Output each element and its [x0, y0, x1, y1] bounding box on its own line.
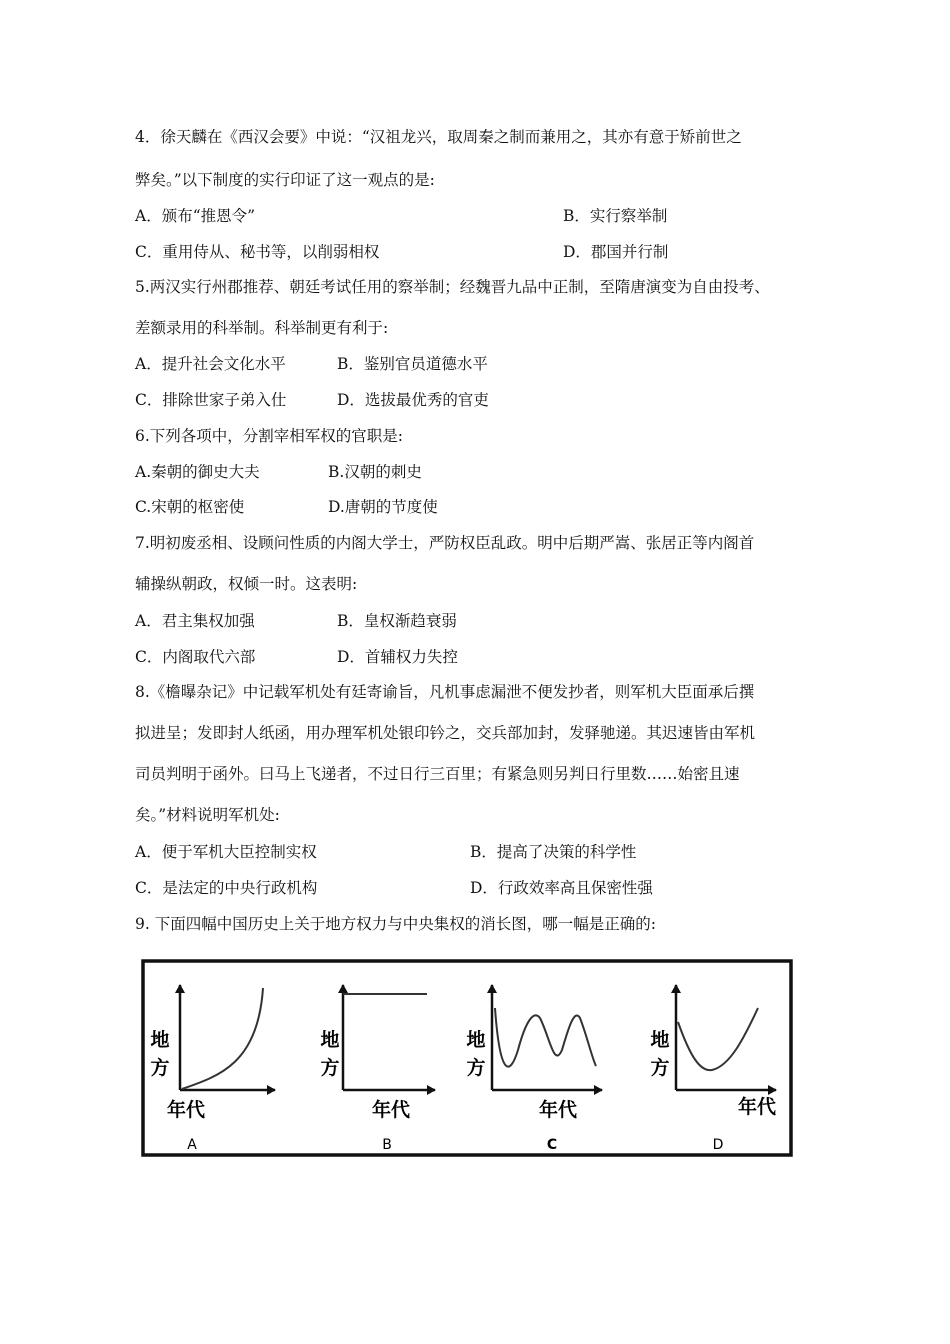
graph-a-x-label: 年代: [166, 1099, 206, 1121]
graph-d-y-label-2: 方: [650, 1057, 670, 1079]
graph-b-letter: B: [382, 1137, 392, 1153]
q8-option-a[interactable]: A．便于军机大臣控制实权: [135, 843, 317, 861]
q7-option-c[interactable]: C．内阁取代六部: [135, 648, 256, 666]
q5-stem-line-2: 差额录用的科举制。科举制更有利于:: [135, 319, 389, 337]
graph-c-x-label: 年代: [538, 1099, 578, 1121]
graph-c-letter: C: [546, 1137, 558, 1153]
graph-d-y-label-1: 地: [650, 1029, 670, 1051]
graph-c-y-label-1: 地: [466, 1029, 486, 1051]
graph-d-letter: D: [712, 1137, 724, 1153]
q8-stem-line-2: 拟进呈；发即封人纸函，用办理军机处银印钤之，交兵部加封，发驿驰递。其迟速皆由军机: [135, 724, 756, 742]
graph-a-y-label-2: 方: [150, 1057, 170, 1079]
q5-option-c[interactable]: C．排除世家子弟入仕: [135, 391, 287, 409]
q4-stem-line-1: 4．徐天麟在《西汉会要》中说：“汉祖龙兴，取周秦之制而兼用之，其亦有意于矫前世之: [135, 128, 742, 146]
q7-stem-line-1: 7.明初废丞相、设顾问性质的内阁大学士，严防权臣乱政。明中后期严嵩、张居正等内阁首: [135, 534, 755, 552]
graph-a-letter: A: [187, 1137, 197, 1153]
q6-option-a[interactable]: A.秦朝的御史大夫: [135, 463, 260, 481]
q6-option-b[interactable]: B.汉朝的刺史: [328, 463, 422, 481]
graph-d-curve: [678, 1008, 758, 1070]
q4-option-c[interactable]: C．重用侍从、秘书等，以削弱相权: [135, 243, 380, 261]
q7-option-d[interactable]: D．首辅权力失控: [337, 648, 458, 666]
graph-a-y-label-1: 地: [150, 1029, 170, 1051]
graph-a-curve: [182, 988, 263, 1089]
graph-b-y-label-1: 地: [320, 1029, 340, 1051]
q8-stem-line-4: 矣。”材料说明军机处:: [135, 806, 280, 824]
q5-option-d[interactable]: D．选拔最优秀的官吏: [337, 391, 489, 409]
graph-c-y-label-2: 方: [466, 1057, 486, 1079]
graph-c-curve: [495, 1008, 596, 1067]
graph-b-y-label-2: 方: [320, 1057, 340, 1079]
q5-option-a[interactable]: A．提升社会文化水平: [135, 355, 286, 373]
graph-c: [466, 985, 602, 1153]
q5-option-b[interactable]: B．鉴别官员道德水平: [337, 355, 488, 373]
power-graphs-figure: [140, 958, 796, 1158]
q8-option-d[interactable]: D．行政效率高且保密性强: [470, 879, 653, 897]
q7-option-b[interactable]: B．皇权渐趋衰弱: [337, 612, 457, 630]
q6-option-c[interactable]: C.宋朝的枢密使: [135, 498, 245, 516]
q8-stem-line-3: 司员判明于函外。曰马上飞递者，不过日行三百里；有紧急则另判日行里数……始密且速: [135, 765, 740, 783]
q4-option-b[interactable]: B．实行察举制: [563, 207, 668, 225]
q4-stem-line-2: 弊矣。”以下制度的实行印证了这一观点的是:: [135, 171, 435, 189]
graph-a: [150, 985, 275, 1153]
q4-option-a[interactable]: A．颁布“推恩令”: [135, 207, 256, 225]
graph-b-x-label: 年代: [371, 1099, 411, 1121]
q7-stem-line-2: 辅操纵朝政，权倾一时。这表明:: [135, 575, 358, 593]
q6-option-d[interactable]: D.唐朝的节度使: [328, 498, 438, 516]
graph-b: [320, 985, 435, 1153]
q6-stem: 6.下列各项中，分割宰相军权的官职是:: [135, 427, 404, 445]
q8-option-b[interactable]: B．提高了决策的科学性: [470, 843, 637, 861]
q9-stem: 9. 下面四幅中国历史上关于地方权力与中央集权的消长图，哪一幅是正确的:: [135, 915, 656, 933]
q8-option-c[interactable]: C．是法定的中央行政机构: [135, 879, 318, 897]
graph-d: [650, 985, 776, 1153]
graph-d-x-label: 年代: [737, 1096, 777, 1118]
q8-stem-line-1: 8.《檐曝杂记》中记载军机处有廷寄谕旨，凡机事虑漏泄不便发抄者，则军机大臣面承后撰: [135, 683, 755, 701]
q5-stem-line-1: 5.两汉实行州郡推荐、朝廷考试任用的察举制；经魏晋九品中正制，至隋唐演变为自由投考、: [135, 278, 770, 296]
q4-option-d[interactable]: D．郡国并行制: [563, 243, 669, 261]
q7-option-a[interactable]: A．君主集权加强: [135, 612, 255, 630]
